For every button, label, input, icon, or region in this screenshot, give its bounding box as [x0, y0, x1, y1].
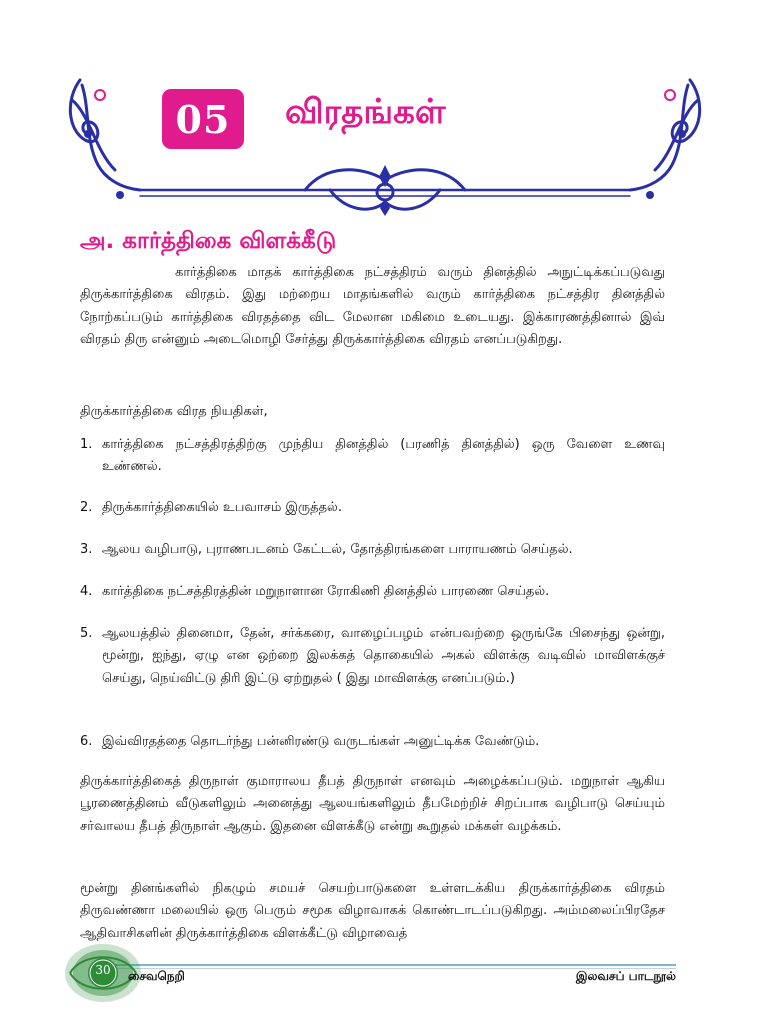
list-text: திருக்கார்த்திகையில் உபவாசம் இருத்தல்.: [102, 500, 342, 515]
list-item: [80, 581, 665, 603]
list-item: [80, 731, 665, 753]
list-number: 4.: [80, 584, 93, 599]
footer-divider: [92, 964, 676, 966]
list-item: [80, 497, 665, 519]
list-number: 1.: [80, 437, 93, 452]
list-text: ஆலய வழிபாடு, புராணபடனம் கேட்டல், தோத்திரங்களை பாராயணம் செய்தல்.: [102, 542, 573, 557]
paragraph-festival: திருக்கார்த்திகைத் திருநாள் குமாராலய தீபத் திருநாள் எனவும் அழைக்கப்படும். மறுநாள் ஆகிய பூரணைத்தினம் வீடுகளிலும் அனைத்து ஆலயங்களிலும் தீபமேற்றிச் சிறப்பாக வழிபாடு செய்யும் சர்வாலய தீபத் திருநாள் ஆகும். இதனை விளக்கீடு என்று கூறுதல் மக்கள் வழக்கம்.: [80, 774, 665, 834]
list-number: 3.: [80, 542, 93, 557]
list-text: ஆலயத்தில் தினைமா, தேன், சர்க்கரை, வாழைப்பழம் என்பவற்றை ஒருங்கே பிசைந்து ஒன்று, மூன்று, ஐந்து, ஏழு என ஒற்றை இலக்கத் தொகையில் அகல் விளக்கு வடிவில் மாவிளக்குச் செய்து, நெய்விட்டு திரி இட்டு ஏற்றுதல் ( இது மாவிளக்கு எனப்படும்.): [102, 626, 665, 686]
list-item: [80, 539, 665, 561]
chapter-number: 05: [175, 96, 231, 142]
page-number: 30: [95, 963, 111, 977]
chapter-number-badge: [162, 89, 244, 149]
section-heading: அ. கார்த்திகை விளக்கீடு: [80, 228, 337, 254]
list-number: 2.: [80, 500, 93, 515]
chapter-title: விரதங்கள்: [285, 92, 446, 132]
list-item: [80, 623, 665, 690]
list-text: கார்த்திகை நட்சத்திரத்தின் மறுநாளான ரோகிணி தினத்தில் பாரணை செய்தல்.: [102, 584, 550, 599]
list-number: 6.: [80, 734, 93, 749]
footer-subject: சைவநெறி: [128, 969, 185, 983]
list-text: இவ்விரதத்தை தொடர்ந்து பன்னிரண்டு வருடங்கள் அனுட்டிக்க வேண்டும்.: [102, 734, 540, 749]
paragraph-tiruvannamalai: மூன்று தினங்களில் நிகழும் சமயச் செயற்பாடுகளை உள்ளடக்கிய திருக்கார்த்திகை விரதம் திருவண்ணா மலையில் ஒரு பெரும் சமூக விழாவாகக் கொண்டாடப்படுகிறது. அம்மலைப்பிரதேச ஆதிவாசிகளின் திருக்கார்த்திகை விளக்கீட்டு விழாவைத்: [80, 881, 665, 941]
rules-title: திருக்கார்த்திகை விரத நியதிகள்,: [80, 404, 268, 419]
list-number: 5.: [80, 626, 93, 641]
list-text: கார்த்திகை நட்சத்திரத்திற்கு முந்திய தினத்தில் (பரணித் தினத்தில்) ஒரு வேளை உணவு உண்ணல்.: [102, 437, 665, 475]
intro-paragraph: கார்த்திகை மாதக் கார்த்திகை நட்சத்திரம் வரும் தினத்தில் அநுட்டிக்கப்படுவது திருக்கார்த்திகை விரதம். இது மற்றைய மாதங்களில் வரும் கார்த்திகை நட்சத்திர தினத்தில் நோற்கப்படும் கார்த்திகை விரதத்தை விட மேலான மகிமை உடையது. இக்காரணத்தினால் இவ் விரதம் திரு என்னும் அடைமொழி சேர்த்து திருக்கார்த்திகை விரதம் எனப்படுகிறது.: [80, 265, 665, 348]
footer-note: இலவசப் பாடநூல்: [575, 969, 676, 983]
list-item: [80, 434, 665, 479]
